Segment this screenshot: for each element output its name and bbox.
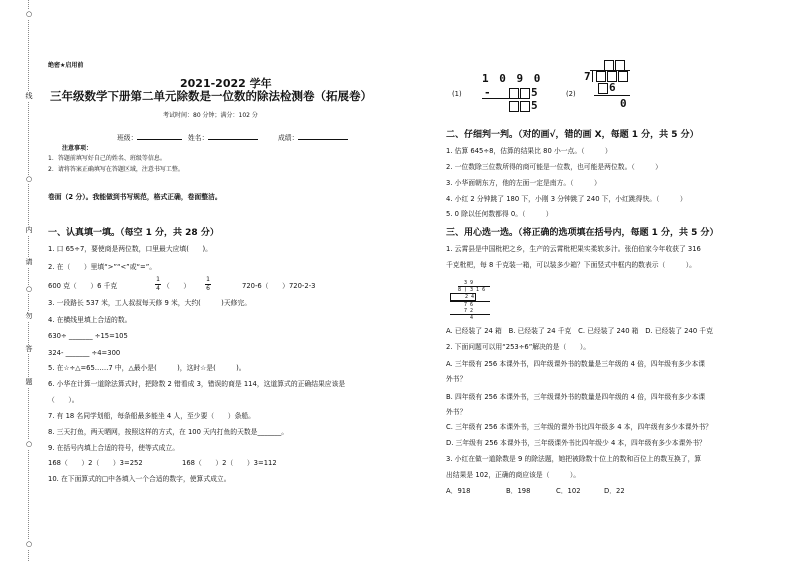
section-2-title: 二、仔细判一判。（对的画√，错的画 X，每题 1 分，共 5 分） [446, 130, 699, 140]
choice-q3-cont: 出结果是 102，正确的商应该是（ ）。 [446, 471, 581, 479]
choice-q2: 2. 下面问题可以用“253÷6”解决的是（ ）。 [446, 343, 591, 351]
question-3: 3. 一段路长 537 米，工人叔叔每天修 9 米，大约( )天修完。 [48, 299, 252, 307]
secret-label: 绝密★启用前 [48, 62, 84, 69]
section-3-title: 三、用心选一选。（将正确的选项填在括号内，每题 1 分，共 5 分） [446, 228, 719, 238]
question-4: 4. 在横线里填上合适的数。 [48, 316, 132, 324]
binding-mark: ○ [18, 440, 40, 449]
known-digit: 5 [531, 86, 540, 99]
binding-char: 勿 [18, 312, 40, 321]
question-4a: 630÷ _______ ÷15=105 [48, 332, 128, 340]
fraction-quarter [155, 276, 161, 293]
vd-step: 7 2 [464, 308, 474, 314]
choice-q3-option-A: A．918 [446, 487, 471, 495]
judge-item: 2. 一位数除三位数所得的商可能是一位数，也可能是两位数。（ ） [446, 163, 662, 171]
choice-q2-A: A. 三年级有 256 本课外书，四年级课外书的数量是三年级的 4 倍，四年级有多少本课 [446, 360, 706, 368]
digit-box[interactable] [596, 71, 606, 82]
choice-q2-C: C. 三年级有 256 本课外书，三年级的课外书比四年级多 4 本，四年级有多少本课外书？ [446, 423, 713, 431]
puzzle-2-rule [594, 95, 630, 96]
binding-mark: ○ [18, 540, 40, 549]
binding-mark: ○ [18, 175, 40, 184]
fraction-denominator: 4 [156, 285, 160, 292]
score-field[interactable] [278, 134, 348, 143]
name-label: 姓名： [188, 134, 209, 142]
neatness-note: 卷面（2 分）。我能做到书写规范，格式正确，卷面整洁。 [48, 193, 222, 201]
puzzle-2-divisor: 7 [584, 70, 593, 83]
binding-char: 线 [18, 92, 40, 101]
choice-q3-option-B: B．198 [506, 487, 531, 495]
question-4b: 324- _______ ÷4=300 [48, 349, 121, 357]
question-8: 8. 三天打鱼，两天晒网，按照这样的方式，在 100 天内打鱼的天数是_______。 [48, 428, 289, 436]
question-6-blank: （ ）。 [48, 396, 79, 404]
puzzle-2-bracket [592, 70, 593, 82]
judge-item: 1. 估算 645÷8，估算的结果比 80 小一点。（ ） [446, 147, 612, 155]
digit-box[interactable] [618, 71, 628, 82]
question-9: 9. 在括号内填上合适的符号，使等式成立。 [48, 444, 179, 452]
name-field[interactable] [188, 134, 258, 143]
choice-q2-D: D. 三年级有 256 本课外书，三年级课外书比四年级少 4 本，四年级有多少本课外书？ [446, 439, 706, 447]
fraction-numerator: 1 [156, 276, 160, 283]
choice-q1-options: A. 已经装了 24 箱 B. 已经装了 24 千克 C. 已经装了 240 箱 D. 已经装了 240 千克 [446, 327, 713, 335]
vd-boxed: 2 4 [450, 293, 476, 301]
fraction-numerator: 1 [206, 276, 210, 283]
note-item: 1．答题前填写好自己的姓名、班级等信息。 [48, 155, 166, 162]
question-9b: 168（ ）2（ ）3=112 [182, 459, 277, 467]
fraction-denominator: 6 [206, 285, 210, 292]
question-5: 5. 在☆÷△=65……7 中，△最小是( )，这时☆是( )。 [48, 364, 246, 372]
binding-char: 请 [18, 258, 40, 267]
choice-q3-option-C: C．102 [556, 487, 581, 495]
question-1: 1. 口 65÷7，要使商是两位数，口里最大应填( )。 [48, 245, 212, 253]
puzzle-2-remainder: 0 [620, 97, 629, 110]
binding-margin [14, 0, 44, 561]
exam-info: 考试时间：80 分钟；满分：102 分 [163, 112, 258, 119]
question-10: 10. 在下面算式的□中各填入一个合适的数字，使算式成立。 [48, 475, 231, 483]
question-2a: 600 克（ ）6 千克 [48, 282, 118, 290]
choice-q1-cont: 千克枇杷，每 8 千克装一箱，可以装多少箱？下面竖式中框内的数表示（ ）。 [446, 261, 696, 269]
page-title: 三年级数学下册第二单元除数是一位数的除法检测卷（拓展卷） [50, 89, 372, 103]
class-label: 班级： [117, 134, 138, 142]
puzzle-2-label: (2) [566, 90, 576, 98]
fraction-sixth [205, 276, 211, 293]
binding-mark: ○ [18, 285, 40, 294]
choice-q2-B: B. 四年级有 256 本课外书，三年级课外书的数量是四年级的 4 倍，四年级有多少本课 [446, 393, 706, 401]
class-field[interactable] [117, 134, 182, 143]
compare-blank[interactable]: （ ） [163, 282, 191, 290]
known-digit: 6 [609, 81, 618, 94]
choice-q2-A-cont: 外书？ [446, 375, 467, 383]
choice-q3-option-D: D．22 [604, 487, 625, 495]
question-6: 6. 小华在计算一道除法算式时，把除数 2 错看成 3，错误的商是 114，这道算式的正确结果应该是 [48, 380, 346, 388]
binding-mark: ○ [18, 10, 40, 19]
digit-box[interactable] [520, 101, 530, 112]
puzzle-1-rule [482, 98, 530, 99]
vertical-division [450, 280, 490, 320]
choice-q1: 1. 云霄县是中国枇杷之乡，生产的云霄枇杷果实柔软多汁。张伯伯家今年收获了 316 [446, 245, 701, 253]
vd-step: 7 6 [450, 301, 490, 308]
judge-item: 4. 小红 2 分钟跳了 180 下，小刚 3 分钟跳了 240 下，小红跳得快。（ ） [446, 195, 687, 203]
vd-remainder: 4 [450, 314, 490, 321]
question-2d: 720-6（ ）720-2-3 [242, 282, 316, 290]
puzzle-1-label: (1) [452, 90, 462, 98]
puzzle-1-top: 1 0 9 0 [482, 72, 543, 85]
binding-dotted-line [28, 0, 29, 561]
vd-quotient: 3 9 [464, 280, 474, 286]
title-year: 2021-2022 学年 [180, 77, 272, 90]
choice-q2-B-cont: 外书？ [446, 408, 467, 416]
known-digit: 5 [531, 99, 540, 112]
digit-box[interactable] [509, 101, 519, 112]
notes-title: 注意事项： [62, 145, 93, 152]
question-2: 2. 在（ ）里填“>”“<”或“=”。 [48, 263, 157, 271]
question-9a: 168（ ）2（ ）3=252 [48, 459, 143, 467]
binding-char: 内 [18, 226, 40, 235]
judge-item: 3. 小华面朝东方，他的左面一定是南方。（ ） [446, 179, 601, 187]
choice-q3: 3. 小红在做一道除数是 9 的除法题，她把被除数十位上的数和百位上的数互换了，算 [446, 455, 702, 463]
judge-item: 5. 0 除以任何数都得 0。（ ） [446, 210, 553, 218]
digit-box[interactable] [598, 83, 608, 94]
question-7: 7. 有 18 名同学划船，每条船最多能坐 4 人，至少要（ ）条船。 [48, 412, 255, 420]
section-1-title: 一、认真填一填。（每空 1 分，共 28 分） [48, 228, 219, 238]
minus-sign: - [484, 86, 493, 99]
vd-dividend: 8 ) 3 1 6 [458, 286, 490, 293]
score-label: 成绩： [278, 134, 299, 142]
note-item: 2．请将答案正确填写在答题区域，注意书写工整。 [48, 166, 184, 173]
binding-char: 题 [18, 378, 40, 387]
binding-char: 答 [18, 345, 40, 354]
